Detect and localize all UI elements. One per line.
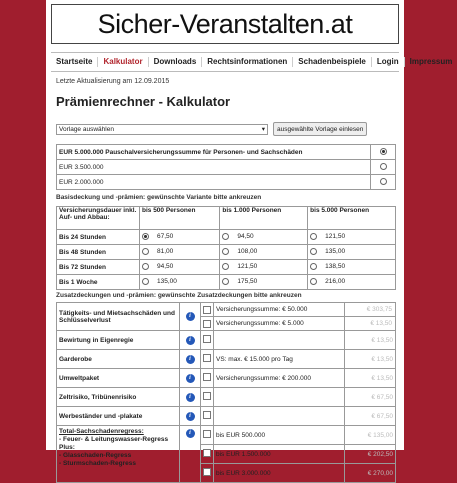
addon-price: € 13,50	[345, 369, 396, 388]
addon-detail: Versicherungssumme: € 200.000	[214, 369, 345, 388]
addon-price: € 303,75	[366, 306, 392, 313]
price-radio[interactable]	[222, 233, 229, 240]
price-value: 94,50	[237, 233, 254, 241]
regress-label	[57, 426, 180, 483]
price-value: 138,50	[325, 263, 346, 271]
addon-checkbox[interactable]	[203, 411, 211, 419]
basic-coverage-heading: Basisdeckung und -prämien: gewünschte Variante bitte ankreuzen	[56, 194, 262, 201]
price-radio[interactable]	[222, 278, 229, 285]
site-logo[interactable]	[51, 4, 399, 44]
price-value: 135,00	[325, 248, 346, 256]
table-row	[57, 245, 396, 260]
price-radio[interactable]	[310, 233, 317, 240]
nav-login[interactable]: Login	[372, 57, 405, 67]
regress-line: Plus:	[59, 444, 75, 451]
regress-option: bis EUR 500.000	[214, 426, 345, 445]
addon-label: Tätigkeits- und Mietsachschäden und Schlüsselverlust	[57, 303, 180, 331]
price-radio[interactable]	[222, 263, 229, 270]
additional-coverage-heading: Zusatzdeckungen und -prämien: gewünschte Zusatzdeckungen bitte ankreuzen	[56, 292, 302, 299]
regress-price: € 135,00	[345, 426, 396, 445]
regress-line: - Sturmschaden-Regress	[59, 460, 136, 467]
regress-line: - Feuer- & Leitungswasser-Regress	[59, 436, 169, 443]
coverage-option-label: EUR 3.500.000	[57, 160, 371, 175]
duration-label: Bis 24 Stunden	[57, 230, 140, 245]
coverage-radio[interactable]	[380, 163, 387, 170]
column-header: bis 5.000 Personen	[308, 207, 396, 230]
regress-checkbox[interactable]	[203, 430, 211, 438]
price-value: 67,50	[157, 233, 174, 241]
addon-detail	[214, 407, 345, 426]
regress-line: - Glasschaden-Regress	[59, 452, 132, 459]
basic-coverage-table	[56, 206, 396, 290]
table-row	[57, 388, 396, 407]
price-radio[interactable]	[310, 263, 317, 270]
nav-downloads[interactable]: Downloads	[149, 57, 203, 67]
addon-checkbox[interactable]	[203, 320, 211, 328]
table-row	[57, 331, 396, 350]
info-icon[interactable]: i	[186, 374, 195, 383]
price-radio[interactable]	[142, 248, 149, 255]
price-radio[interactable]	[142, 233, 149, 240]
coverage-radio[interactable]	[380, 178, 387, 185]
logo-text: Sicher-Veranstalten.at	[97, 8, 353, 39]
table-header-row	[57, 207, 396, 230]
chevron-down-icon: ▾	[261, 126, 265, 133]
additional-coverage-table	[56, 302, 396, 483]
addon-label: Umweltpaket	[57, 369, 180, 388]
addon-label: Bewirtung in Eigenregie	[57, 331, 180, 350]
column-header: bis 500 Personen	[140, 207, 220, 230]
info-icon[interactable]: i	[186, 336, 195, 345]
regress-option: bis EUR 3.000.000	[214, 464, 345, 483]
addon-checkbox[interactable]	[203, 354, 211, 362]
template-select-value: Vorlage auswählen	[59, 125, 114, 133]
addon-detail: VS: max. € 15.000 pro Tag	[214, 350, 345, 369]
table-row	[57, 230, 396, 245]
regress-checkbox[interactable]	[203, 468, 211, 476]
info-icon[interactable]: i	[186, 312, 195, 321]
price-value: 94,50	[157, 263, 174, 271]
duration-label: Bis 48 Stunden	[57, 245, 140, 260]
price-radio[interactable]	[222, 248, 229, 255]
addon-detail: Versicherungssumme: € 50.000	[216, 306, 308, 313]
nav-kalkulator[interactable]: Kalkulator	[98, 57, 148, 67]
addon-label: Werbeständer und -plakate	[57, 407, 180, 426]
addon-checkbox[interactable]	[203, 373, 211, 381]
price-value: 175,50	[237, 278, 258, 286]
addon-price: € 13,50	[345, 331, 396, 350]
table-row	[57, 407, 396, 426]
price-value: 135,00	[157, 278, 177, 286]
price-value: 108,00	[237, 248, 258, 256]
coverage-option-label: EUR 2.000.000	[57, 175, 371, 190]
table-row	[57, 275, 396, 290]
regress-price: € 270,00	[345, 464, 396, 483]
page-title: Prämienrechner - Kalkulator	[56, 94, 231, 109]
price-radio[interactable]	[310, 278, 317, 285]
addon-detail	[214, 388, 345, 407]
addon-price: € 13,50	[345, 350, 396, 369]
load-template-button[interactable]: ausgewählte Vorlage einlesen	[273, 122, 367, 136]
table-row	[57, 303, 396, 331]
price-value: 216,00	[325, 278, 346, 286]
addon-checkbox[interactable]	[203, 335, 211, 343]
nav-impressum[interactable]: Impressum	[409, 57, 453, 66]
coverage-sum-table	[56, 144, 396, 190]
regress-price: € 202,50	[345, 445, 396, 464]
duration-header: Versicherungsdauer inkl. Auf- und Abbau:	[57, 207, 140, 230]
column-header: bis 1.000 Personen	[220, 207, 308, 230]
info-icon[interactable]: i	[186, 412, 195, 421]
price-radio[interactable]	[142, 263, 149, 270]
addon-label: Zeltrisiko, Tribünenrisiko	[57, 388, 180, 407]
addon-price: € 13,50	[345, 316, 395, 330]
page-container	[46, 0, 453, 477]
price-value: 81,00	[157, 248, 174, 256]
nav-schadenbeispiele[interactable]: Schadenbeispiele	[293, 57, 372, 67]
nav-startseite[interactable]: Startseite	[51, 57, 98, 67]
addon-checkbox[interactable]	[203, 392, 211, 400]
addon-detail	[214, 331, 345, 350]
table-row	[57, 369, 396, 388]
price-value: 121,50	[237, 263, 258, 271]
info-icon[interactable]: i	[186, 429, 195, 438]
addon-label: Garderobe	[57, 350, 180, 369]
table-row	[57, 145, 396, 160]
coverage-option-label: EUR 5.000.000 Pauschalversicherungssumme für Personen- und Sachschäden	[57, 145, 371, 160]
regress-checkbox[interactable]	[203, 449, 211, 457]
addon-checkbox[interactable]	[203, 306, 211, 314]
regress-option: bis EUR 1.500.000	[214, 445, 345, 464]
regress-line: Total-Sachschadenregress:	[59, 428, 144, 435]
duration-label: Bis 72 Stunden	[57, 260, 140, 275]
coverage-radio[interactable]	[380, 148, 387, 155]
template-select[interactable]	[56, 124, 268, 135]
main-nav	[51, 52, 453, 72]
nav-rechtsinformationen[interactable]: Rechtsinformationen	[202, 57, 293, 67]
table-row	[57, 175, 396, 190]
price-radio[interactable]	[310, 248, 317, 255]
addon-price: € 67,50	[345, 407, 396, 426]
price-value: 121,50	[325, 233, 346, 241]
info-icon[interactable]: i	[186, 393, 195, 402]
duration-label: Bis 1 Woche	[57, 275, 140, 290]
addon-price: € 67,50	[345, 388, 396, 407]
last-updated: Letzte Aktualisierung am 12.09.2015	[56, 78, 170, 85]
price-radio[interactable]	[142, 278, 149, 285]
table-row	[57, 160, 396, 175]
info-icon[interactable]: i	[186, 355, 195, 364]
template-row	[56, 122, 367, 136]
table-row	[57, 350, 396, 369]
table-row	[57, 426, 396, 445]
addon-detail: Versicherungssumme: € 5.000	[214, 316, 344, 330]
table-row	[57, 260, 396, 275]
